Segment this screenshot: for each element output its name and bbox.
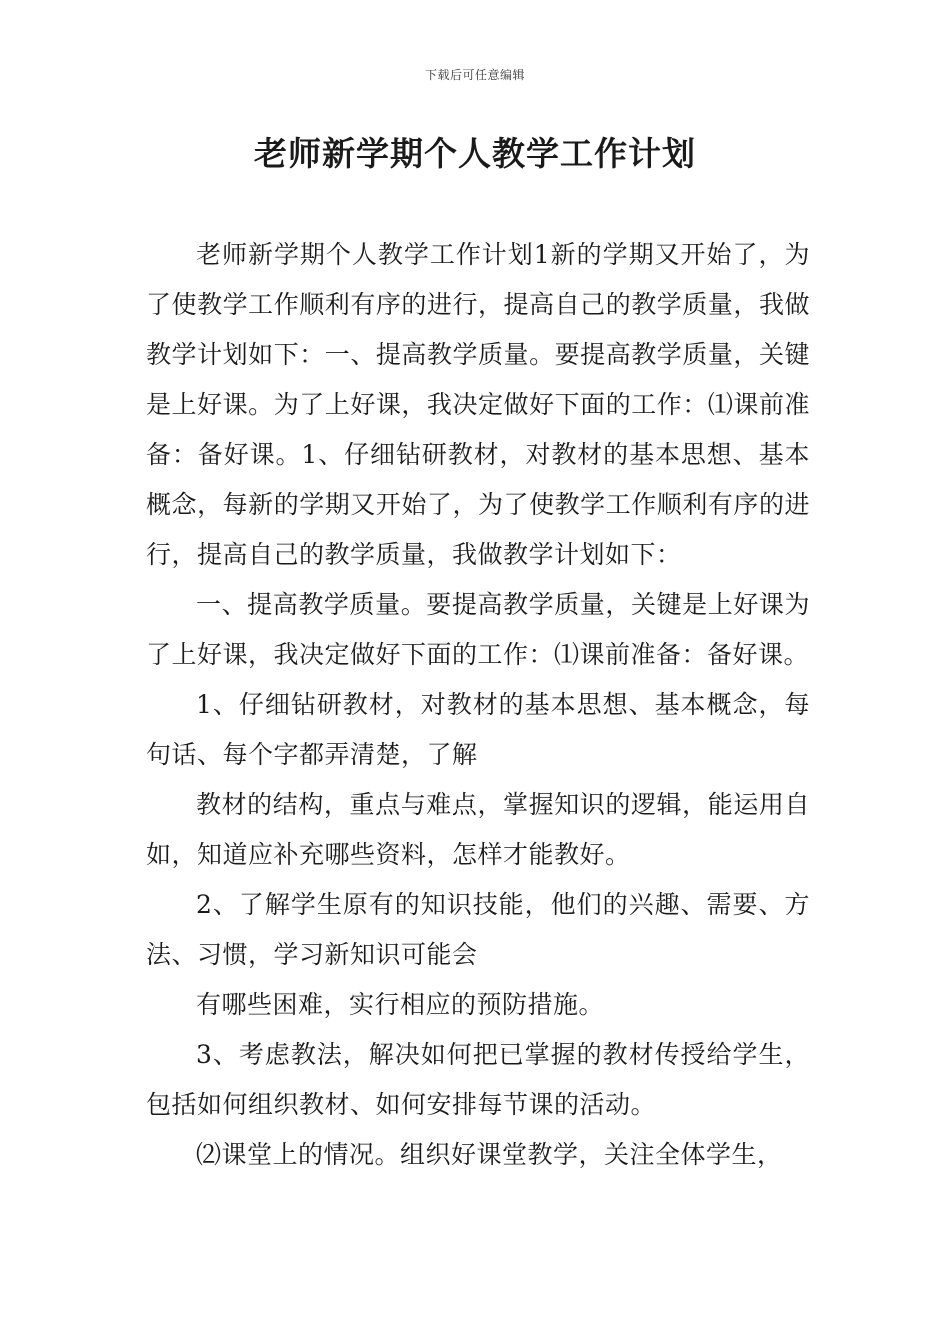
paragraph: 1、仔细钻研教材，对教材的基本思想、基本概念，每句话、每个字都弄清楚，了解 <box>146 690 810 769</box>
paragraph: ⑵课堂上的情况。组织好课堂教学，关注全体学生， <box>196 1140 783 1169</box>
document-title: 老师新学期个人教学工作计划 <box>254 134 696 173</box>
paragraph: 教材的结构，重点与难点，掌握知识的逻辑，能运用自如，知道应补充哪些资料，怎样才能教好。 <box>146 790 810 869</box>
paragraph: 老师新学期个人教学工作计划1新的学期又开始了，为了使教学工作顺利有序的进行，提高自己的教学质量，我做教学计划如下：一、提高教学质量。要提高教学质量，关键是上好课。为了上好课，我决定做好下面的工作：⑴课前准备：备好课。1、仔细钻研教材，对教材的基本思想、基本概念，每新的学期又开始了，为了使教学工作顺利有序的进行，提高自己的教学质量，我做教学计划如下： <box>146 240 810 569</box>
document-body <box>146 230 810 1180</box>
paragraph: 一、提高教学质量。要提高教学质量，关键是上好课为了上好课，我决定做好下面的工作：⑴课前准备：备好课。 <box>146 590 810 669</box>
paragraph: 有哪些困难，实行相应的预防措施。 <box>196 990 605 1019</box>
paragraph: 3、考虑教法，解决如何把已掌握的教材传授给学生，包括如何组织教材、如何安排每节课的活动。 <box>146 1040 810 1119</box>
paragraph: 2、了解学生原有的知识技能，他们的兴趣、需要、方法、习惯，学习新知识可能会 <box>146 890 810 969</box>
header-note: 下载后可任意编辑 <box>424 68 525 82</box>
